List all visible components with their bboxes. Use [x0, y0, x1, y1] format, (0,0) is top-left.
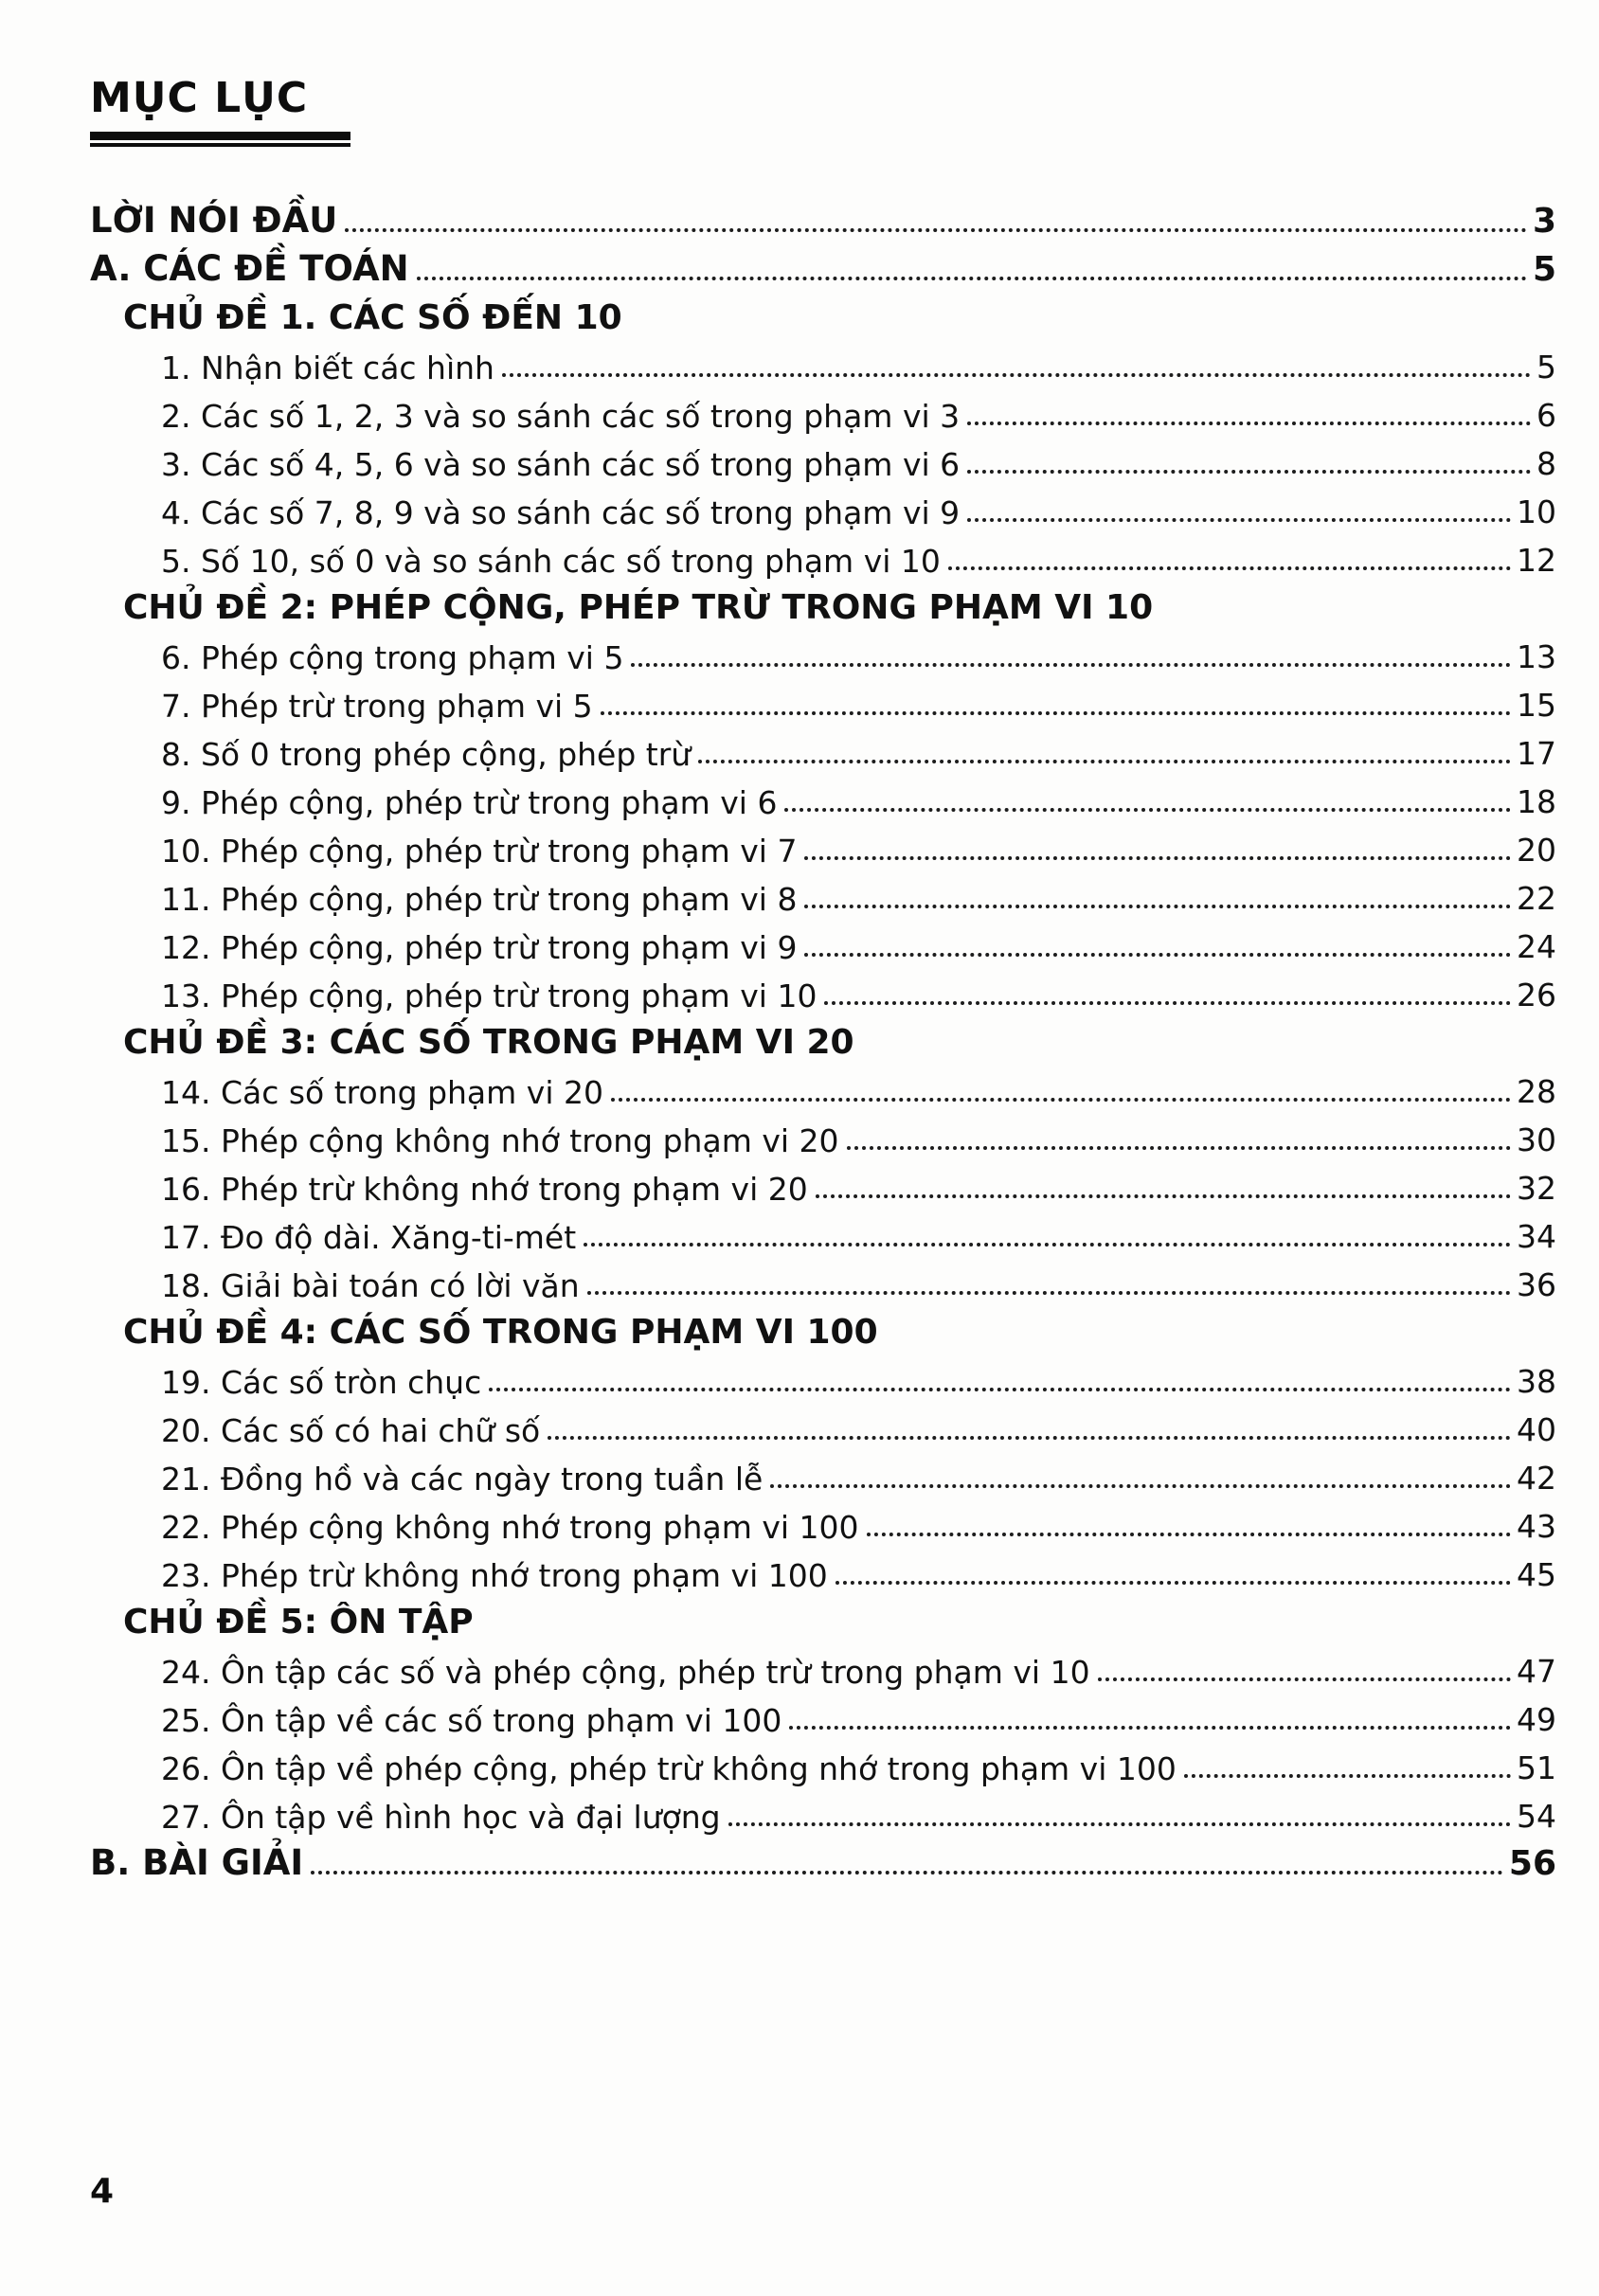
dot-leader: [698, 760, 1511, 763]
page-title: MỤC LỤC: [90, 74, 309, 122]
toc-entry-page: 51: [1517, 1749, 1556, 1786]
toc-entry: [90, 1162, 1556, 1211]
toc-entry: [90, 1597, 1556, 1645]
toc-entry: [90, 1211, 1556, 1259]
toc-entry-page: 26: [1517, 977, 1556, 1013]
dot-leader: [967, 422, 1531, 425]
dot-leader: [867, 1533, 1511, 1536]
toc-entry-page: 20: [1517, 832, 1556, 869]
dot-leader: [967, 518, 1511, 522]
toc-entry: [90, 727, 1556, 776]
toc-entry: [90, 921, 1556, 969]
toc-entry-page: 15: [1517, 687, 1556, 724]
toc-entry-page: 12: [1517, 542, 1556, 579]
toc-entry-label: 4. Các số 7, 8, 9 và so sánh các số trong phạm vi 9: [161, 493, 961, 531]
toc-entry: [90, 244, 1556, 293]
toc-entry: [90, 534, 1556, 583]
toc-entry-page: 43: [1517, 1508, 1556, 1545]
toc-entry-page: 42: [1517, 1460, 1556, 1497]
toc-entry-label: 21. Đồng hồ và các ngày trong tuần lễ: [161, 1460, 764, 1498]
toc-entry-page: 6: [1536, 397, 1556, 434]
toc-entry-label: 20. Các số có hai chữ số: [161, 1411, 541, 1449]
toc-entry-label: 16. Phép trừ không nhớ trong phạm vi 20: [161, 1170, 808, 1208]
toc-entry: [90, 1790, 1556, 1839]
toc-entry-label: 13. Phép cộng, phép trừ trong phạm vi 10: [161, 977, 817, 1014]
toc-entry: [90, 1694, 1556, 1742]
toc-entry-page: 5: [1536, 349, 1556, 386]
dot-leader: [1098, 1677, 1511, 1681]
toc-entry: [90, 1839, 1556, 1887]
dot-leader: [847, 1146, 1511, 1150]
toc-entry-label: CHỦ ĐỀ 2: PHÉP CỘNG, PHÉP TRỪ TRONG PHẠM VI 10: [123, 588, 1154, 628]
toc-entry-label: CHỦ ĐỀ 4: CÁC SỐ TRONG PHẠM VI 100: [123, 1313, 878, 1353]
toc-entry-label: 5. Số 10, số 0 và so sánh các số trong phạm vi 10: [161, 542, 941, 580]
dot-leader: [804, 953, 1511, 957]
toc-entry-page: 13: [1517, 638, 1556, 675]
toc-entry-label: 27. Ôn tập về hình học và đại lượng: [161, 1798, 721, 1836]
dot-leader: [816, 1194, 1511, 1198]
footer-page-number: 4: [90, 2172, 115, 2211]
toc-entry-label: 8. Số 0 trong phép cộng, phép trừ: [161, 735, 692, 773]
toc-entry-page: 28: [1517, 1073, 1556, 1110]
dot-leader: [770, 1484, 1511, 1488]
dot-leader: [311, 1871, 1503, 1874]
toc-entry-page: 24: [1517, 928, 1556, 965]
toc-entry: [90, 438, 1556, 486]
dot-leader: [584, 1243, 1511, 1247]
toc-entry: [90, 776, 1556, 824]
toc-entry: [90, 196, 1556, 244]
toc-entry-page: 36: [1517, 1266, 1556, 1303]
toc-entry-label: 6. Phép cộng trong phạm vi 5: [161, 638, 624, 676]
toc-entry-label: A. CÁC ĐỀ TOÁN: [90, 248, 409, 290]
toc-entry-page: 49: [1517, 1701, 1556, 1738]
dot-leader: [601, 711, 1511, 715]
toc-entry-label: 11. Phép cộng, phép trừ trong phạm vi 8: [161, 880, 798, 918]
toc-entry: [90, 1452, 1556, 1500]
toc-entry-label: 7. Phép trừ trong phạm vi 5: [161, 687, 593, 725]
toc-entry: [90, 631, 1556, 679]
toc-entry: [90, 1645, 1556, 1694]
toc-entry-page: 8: [1536, 445, 1556, 482]
toc-entry: [90, 1404, 1556, 1452]
toc-entry-page: 34: [1517, 1218, 1556, 1255]
toc-entry: [90, 1114, 1556, 1162]
dot-leader: [835, 1581, 1511, 1585]
dot-leader: [784, 808, 1511, 812]
toc-entry-label: CHỦ ĐỀ 3: CÁC SỐ TRONG PHẠM VI 20: [123, 1023, 854, 1063]
dot-leader: [345, 228, 1527, 232]
toc-entry-label: 19. Các số tròn chục: [161, 1363, 482, 1401]
toc-entry-label: 23. Phép trừ không nhớ trong phạm vi 100: [161, 1556, 828, 1594]
toc-entry: [90, 1017, 1556, 1066]
dot-leader: [502, 373, 1531, 377]
toc-entry: [90, 679, 1556, 727]
toc-entry-label: 12. Phép cộng, phép trừ trong phạm vi 9: [161, 928, 798, 966]
toc-entry-label: 10. Phép cộng, phép trừ trong phạm vi 7: [161, 832, 798, 870]
toc-entry-page: 32: [1517, 1170, 1556, 1207]
toc-entry-label: 17. Đo độ dài. Xăng-ti-mét: [161, 1218, 577, 1256]
dot-leader: [489, 1388, 1511, 1391]
dot-leader: [611, 1098, 1511, 1102]
toc-entry: [90, 824, 1556, 872]
toc-entry: [90, 1259, 1556, 1307]
toc-entry-page: 47: [1517, 1653, 1556, 1690]
toc-entry-label: 22. Phép cộng không nhớ trong phạm vi 100: [161, 1508, 859, 1546]
toc-entry-label: CHỦ ĐỀ 5: ÔN TẬP: [123, 1603, 474, 1642]
toc-entry-label: 15. Phép cộng không nhớ trong phạm vi 20: [161, 1121, 839, 1159]
toc-entry: [90, 389, 1556, 438]
toc-entry-label: 18. Giải bài toán có lời văn: [161, 1266, 580, 1304]
toc-entry-page: 3: [1532, 202, 1556, 241]
toc-entry-label: LỜI NÓI ĐẦU: [90, 200, 338, 242]
dot-leader: [948, 566, 1511, 570]
toc-entry-page: 30: [1517, 1121, 1556, 1158]
toc-entry-label: 3. Các số 4, 5, 6 và so sánh các số trong phạm vi 6: [161, 445, 961, 483]
toc-list: [90, 196, 1556, 1887]
toc-entry: [90, 293, 1556, 341]
toc-entry-page: 17: [1517, 735, 1556, 772]
title-underline-thick-bar: [90, 132, 350, 140]
toc-entry: [90, 872, 1556, 921]
toc-entry: [90, 583, 1556, 631]
toc-entry: [90, 1549, 1556, 1597]
toc-entry-page: 56: [1508, 1844, 1556, 1883]
toc-entry: [90, 1307, 1556, 1355]
dot-leader: [824, 1001, 1511, 1005]
toc-entry-page: 45: [1517, 1556, 1556, 1593]
dot-leader: [789, 1726, 1511, 1730]
dot-leader: [728, 1822, 1511, 1826]
toc-entry: [90, 1355, 1556, 1404]
dot-leader: [804, 905, 1511, 908]
dot-leader: [548, 1436, 1511, 1440]
toc-entry-label: 25. Ôn tập về các số trong phạm vi 100: [161, 1701, 782, 1739]
toc-entry-label: CHỦ ĐỀ 1. CÁC SỐ ĐẾN 10: [123, 298, 622, 338]
toc-entry-label: 1. Nhận biết các hình: [161, 349, 494, 386]
toc-entry-page: 54: [1517, 1798, 1556, 1835]
toc-entry-page: 18: [1517, 783, 1556, 820]
toc-entry: [90, 1500, 1556, 1549]
toc-entry-label: 14. Các số trong phạm vi 20: [161, 1073, 603, 1111]
title-underline-thin-bar: [90, 143, 350, 147]
toc-entry-page: 10: [1517, 493, 1556, 530]
toc-entry-label: B. BÀI GIẢI: [90, 1842, 304, 1884]
dot-leader: [587, 1291, 1511, 1295]
toc-entry: [90, 1066, 1556, 1114]
toc-content: [90, 74, 1556, 1887]
dot-leader: [967, 470, 1531, 474]
toc-entry: [90, 486, 1556, 534]
toc-entry: [90, 1742, 1556, 1790]
dot-leader: [804, 856, 1511, 860]
toc-entry-label: 9. Phép cộng, phép trừ trong phạm vi 6: [161, 783, 778, 821]
toc-entry: [90, 969, 1556, 1017]
toc-entry-label: 26. Ôn tập về phép cộng, phép trừ không nhớ trong phạm vi 100: [161, 1749, 1177, 1787]
dot-leader: [417, 277, 1527, 280]
toc-entry-label: 2. Các số 1, 2, 3 và so sánh các số trong phạm vi 3: [161, 397, 961, 435]
toc-entry: [90, 341, 1556, 389]
toc-entry-page: 22: [1517, 880, 1556, 917]
dot-leader: [1184, 1774, 1511, 1778]
toc-entry-page: 38: [1517, 1363, 1556, 1400]
toc-entry-page: 5: [1532, 250, 1556, 289]
dot-leader: [631, 663, 1511, 667]
title-underline: [90, 132, 350, 147]
toc-entry-label: 24. Ôn tập các số và phép cộng, phép trừ trong phạm vi 10: [161, 1653, 1090, 1691]
toc-entry-page: 40: [1517, 1411, 1556, 1448]
